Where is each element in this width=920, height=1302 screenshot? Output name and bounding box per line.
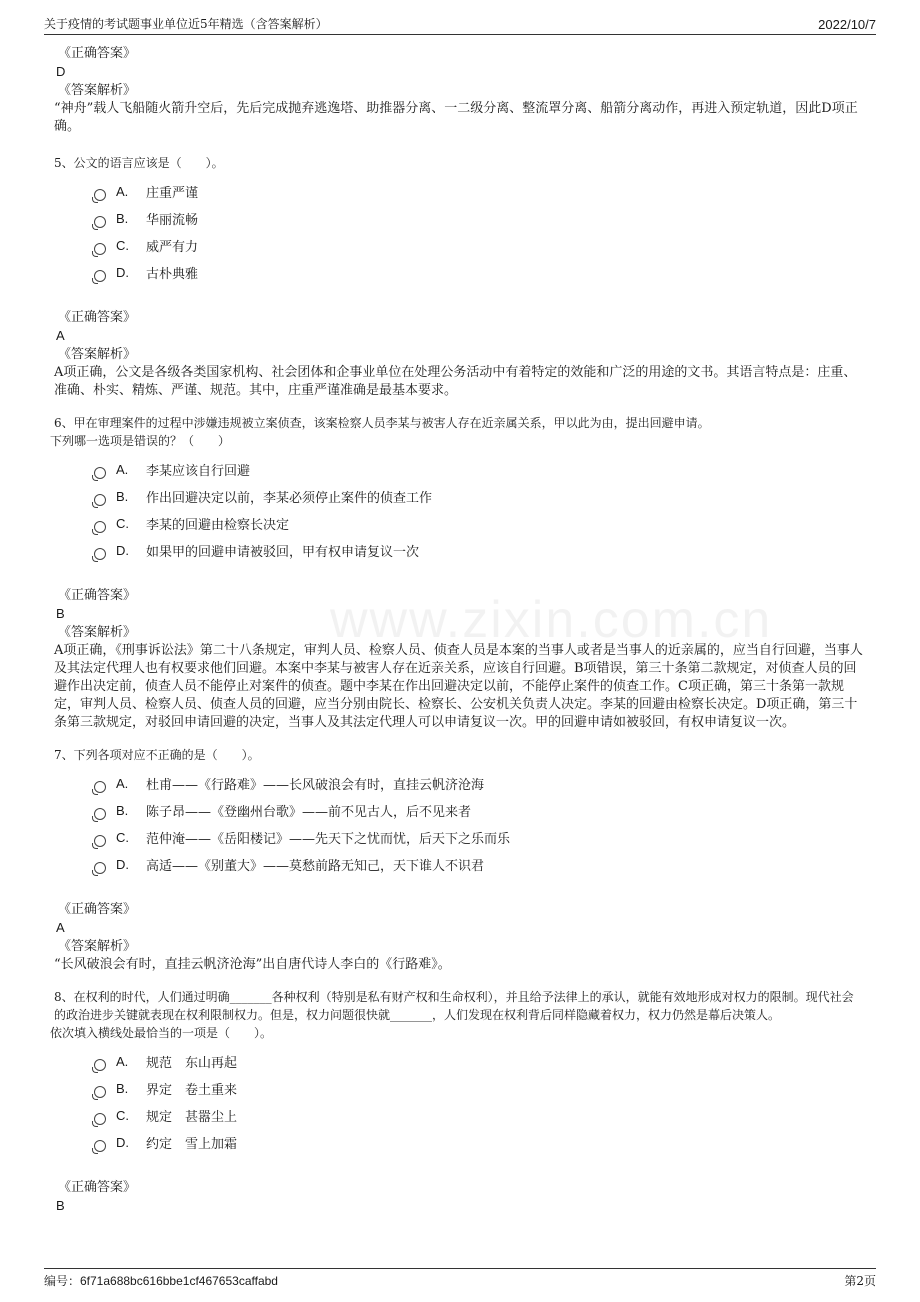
correct-answer-label: 《正确答案》 (58, 588, 137, 603)
page-header (44, 10, 876, 35)
correct-answer-label: 《正确答案》 (58, 902, 137, 917)
page-number: 第2页 (844, 1274, 876, 1288)
correct-answer: B (56, 1198, 65, 1213)
radio-icon[interactable] (94, 1113, 106, 1125)
document-code: 编号：6f71a688bc616bbe1cf467653caffabd (44, 1274, 278, 1288)
analysis-label: 《答案解析》 (58, 939, 137, 954)
option-list (94, 456, 864, 564)
question-stem: 7、下列各项对应不正确的是（ ）。 (54, 748, 260, 762)
radio-icon[interactable] (94, 862, 106, 874)
analysis-label: 《答案解析》 (58, 83, 137, 98)
option-list (94, 178, 864, 286)
watermark: www.zixin.com.cn (330, 591, 773, 649)
radio-icon[interactable] (94, 1059, 106, 1071)
option-d[interactable]: D. 如果甲的回避申请被驳回，甲有权申请复议一次 (94, 537, 864, 564)
question-prompt: 依次填入横线处最恰当的一项是（ ）。 (50, 1026, 273, 1040)
radio-icon[interactable] (94, 243, 106, 255)
option-b[interactable]: B. 作出回避决定以前，李某必须停止案件的侦查工作 (94, 483, 864, 510)
question-stem: 8、在权利的时代，人们通过明确_______各种权利（特别是私有财产权和生命权利），并且给予法律上的承认，就能有效地形成对权力的限制。现代社会的政治进步关键就表现在权利限制权力。但是，权力问题很快就_______，人们发现在权利背后同样隐藏着权力，权力仍然是幕后决策人。 (54, 990, 854, 1022)
radio-icon[interactable] (94, 835, 106, 847)
radio-icon[interactable] (94, 521, 106, 533)
correct-answer-label: 《正确答案》 (58, 46, 137, 61)
analysis-text: A项正确，公文是各级各类国家机构、社会团体和企事业单位在处理公务活动中有着特定的效能和广泛的用途的文书。其语言特点是：庄重、准确、朴实、精炼、严谨、规范。其中，庄重严谨准确是最基本要求。 (54, 365, 857, 398)
q4-answer-block (54, 44, 864, 136)
radio-icon[interactable] (94, 270, 106, 282)
document-date: 2022/10/7 (818, 17, 876, 32)
correct-answer: B (56, 606, 65, 621)
option-c[interactable]: C. 威严有力 (94, 232, 864, 259)
radio-icon[interactable] (94, 467, 106, 479)
option-b[interactable]: B. 陈子昂——《登幽州台歌》——前不见古人，后不见来者 (94, 797, 864, 824)
option-list (94, 1048, 864, 1156)
analysis-label: 《答案解析》 (58, 347, 137, 362)
question-5 (54, 154, 864, 400)
question-stem: 6、甲在审理案件的过程中涉嫌违规被立案侦查，该案检察人员李某与被害人存在近亲属关系，甲以此为由，提出回避申请。 (54, 416, 710, 430)
radio-icon[interactable] (94, 494, 106, 506)
question-6 (50, 414, 864, 732)
option-a[interactable]: A. 规范 东山再起 (94, 1048, 864, 1075)
question-7 (54, 746, 864, 974)
radio-icon[interactable] (94, 1140, 106, 1152)
correct-answer: A (56, 328, 65, 343)
radio-icon[interactable] (94, 548, 106, 560)
radio-icon[interactable] (94, 216, 106, 228)
question-8 (50, 988, 864, 1215)
page-content (50, 44, 864, 1215)
correct-answer-label: 《正确答案》 (58, 1180, 137, 1195)
analysis-text: “神舟”载人飞船随火箭升空后，先后完成抛弃逃逸塔、助推器分离、一二级分离、整流罩分离、船箭分离动作，再进入预定轨道，因此D项正确。 (54, 101, 858, 134)
question-stem: 5、公文的语言应该是（ ）。 (54, 156, 224, 170)
analysis-text: A项正确，《刑事诉讼法》第二十八条规定，审判人员、检察人员、侦查人员是本案的当事人或者是当事人的近亲属的，应当自行回避，当事人及其法定代理人也有权要求他们回避。本案中李某与被害人存在近亲关系，应该自行回避。B项错误，第三十条第二款规定，对侦查人员的回避作出决定前，侦查人员不能停止对案件的侦查。题中李某在作出回避决定以前，不能停止案件的侦查工作。C项正确，第三十条第一款规定，审判人员、检察人员、侦查人员的回避，应当分别由院长、检察长、公安机关负责人决定。李某的回避由检察长决定。D项正确，第三十条第三款规定，对驳回申请回避的决定，当事人及其法定代理人可以申请复议一次。甲的回避申请如被驳回，有权申请复议一次。 (54, 643, 863, 730)
option-c[interactable]: C. 规定 甚嚣尘上 (94, 1102, 864, 1129)
option-a[interactable]: A. 庄重严谨 (94, 178, 864, 205)
option-a[interactable]: A. 杜甫——《行路难》——长风破浪会有时，直挂云帆济沧海 (94, 770, 864, 797)
option-d[interactable]: D. 高适——《别董大》——莫愁前路无知己，天下谁人不识君 (94, 851, 864, 878)
analysis-text: “长风破浪会有时，直挂云帆济沧海”出自唐代诗人李白的《行路难》。 (54, 957, 451, 972)
radio-icon[interactable] (94, 808, 106, 820)
option-b[interactable]: B. 华丽流畅 (94, 205, 864, 232)
option-c[interactable]: C. 范仲淹——《岳阳楼记》——先天下之忧而忧，后天下之乐而乐 (94, 824, 864, 851)
correct-answer-label: 《正确答案》 (58, 310, 137, 325)
option-a[interactable]: A. 李某应该自行回避 (94, 456, 864, 483)
question-prompt: 下列哪一选项是错误的？（ ） (50, 434, 231, 448)
option-list (94, 770, 864, 878)
radio-icon[interactable] (94, 781, 106, 793)
document-title: 关于疫情的考试题事业单位近5年精选（含答案解析） (44, 17, 328, 31)
radio-icon[interactable] (94, 189, 106, 201)
page-footer (44, 1268, 876, 1292)
radio-icon[interactable] (94, 1086, 106, 1098)
correct-answer: A (56, 920, 65, 935)
analysis-label: 《答案解析》 (58, 625, 137, 640)
option-d[interactable]: D. 约定 雪上加霜 (94, 1129, 864, 1156)
option-b[interactable]: B. 界定 卷土重来 (94, 1075, 864, 1102)
option-d[interactable]: D. 古朴典雅 (94, 259, 864, 286)
correct-answer: D (56, 64, 66, 79)
option-c[interactable]: C. 李某的回避由检察长决定 (94, 510, 864, 537)
